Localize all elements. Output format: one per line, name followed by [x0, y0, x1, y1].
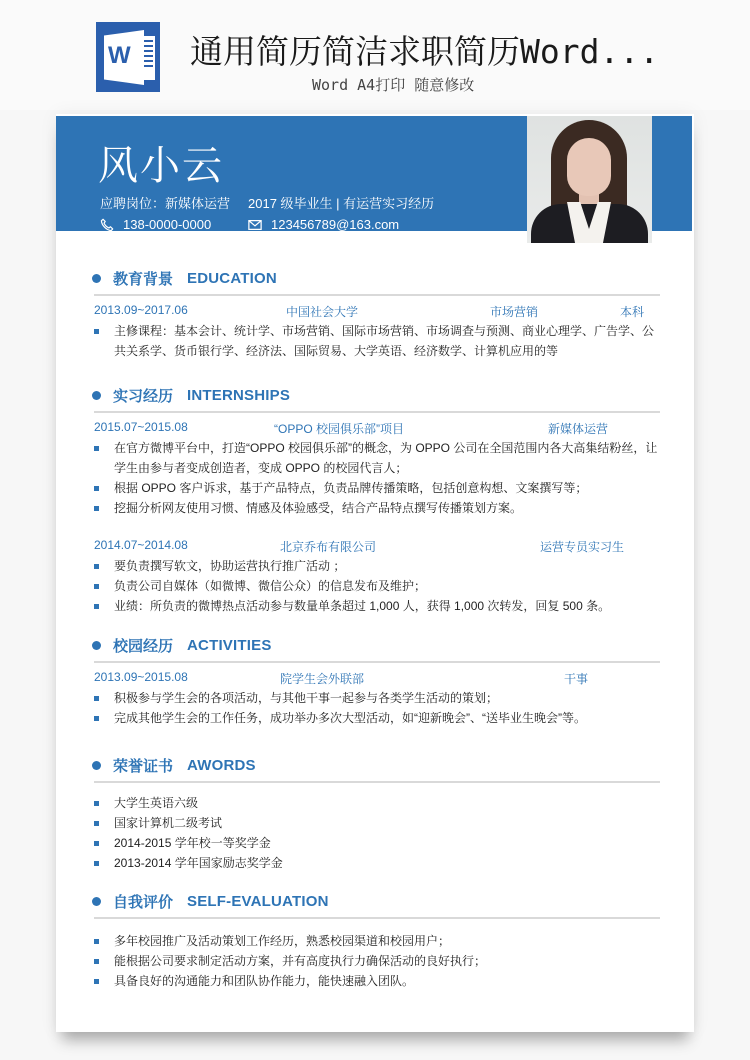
graduate-status: 2017 级毕业生 | 有运营实习经历: [248, 196, 435, 211]
list-item: 能根据公司要求制定活动方案，并有高度执行力确保活动的良好执行；: [92, 951, 660, 971]
entry-role: 运营专员实习生: [540, 540, 625, 554]
entry-meta: [92, 668, 660, 688]
entry-degree: 本科: [620, 305, 645, 319]
section-title-en: ACTIVITIES: [187, 636, 272, 654]
preview-banner: [0, 0, 750, 110]
section-title-cn: 实习经历: [113, 387, 174, 405]
section-title-cn: 教育背景: [113, 270, 174, 288]
phone-icon: [100, 218, 114, 232]
section-title-en: AWORDS: [187, 756, 256, 774]
list-item: 具备良好的沟通能力和团队协作能力，能快速融入团队。: [92, 971, 660, 991]
word-doc-icon: [96, 22, 160, 92]
applied-position: 应聘岗位：新媒体运营: [100, 196, 231, 211]
section-title-en: SELF-EVALUATION: [187, 892, 329, 910]
entry-meta: [92, 301, 660, 321]
list-item: 大学生英语六级: [92, 793, 660, 813]
entry-date: 2015.07~2015.08: [94, 420, 188, 434]
candidate-name: 风小云: [98, 143, 224, 189]
list-item: 在官方微博平台中，打造“OPPO 校园俱乐部”的概念，为 OPPO 公司在全国范围内各大高集结粉丝，让学生由参与者变成创造者，变成 OPPO 的校园代言人；: [92, 438, 660, 478]
document-title: 通用简历简洁求职简历Word...: [190, 32, 660, 71]
email-address: 123456789@163.com: [271, 217, 400, 232]
awards-list: [92, 793, 660, 873]
bullet-dot-icon: [92, 641, 101, 650]
entry-major: 市场营销: [490, 305, 539, 319]
entry-role: 新媒体运营: [548, 422, 609, 436]
phone-number: 138-0000-0000: [123, 217, 212, 232]
list-item: 业绩：所负责的微博热点活动参与数量单条超过 1,000 人，获得 1,000 次转发，回复 500 条。: [92, 596, 660, 616]
list-item: 2014-2015 学年校一等奖学金: [92, 833, 660, 853]
section-title-cn: 荣誉证书: [113, 757, 174, 775]
entry-org: “OPPO 校园俱乐部”项目: [274, 422, 405, 436]
section-education: [92, 266, 660, 361]
document-subtitle: Word A4打印 随意修改: [312, 76, 475, 94]
email-contact: [248, 217, 399, 232]
section-heading: [92, 266, 660, 290]
section-title-cn: 校园经历: [113, 637, 174, 655]
entry-meta: [92, 418, 660, 438]
phone-contact: [100, 217, 211, 232]
list-item: 2013-2014 学年国家励志奖学金: [92, 853, 660, 873]
entry-role: 干事: [564, 672, 589, 686]
entry-meta: [92, 536, 660, 556]
section-heading: [92, 889, 660, 913]
bullet-dot-icon: [92, 761, 101, 770]
list-item: 国家计算机二级考试: [92, 813, 660, 833]
section-divider: [94, 294, 660, 296]
entry-bullets: [92, 321, 660, 361]
entry-school: 中国社会大学: [286, 305, 359, 319]
self-evaluation-list: [92, 931, 660, 991]
list-item: 完成其他学生会的工作任务，成功举办多次大型活动，如“迎新晚会”、“送毕业生晚会”等。: [92, 708, 660, 728]
entry-date: 2013.09~2017.06: [94, 303, 188, 317]
section-heading: [92, 633, 660, 657]
resume-page: [56, 114, 694, 1032]
section-divider: [94, 917, 660, 919]
entry-org: 院学生会外联部: [280, 672, 365, 686]
list-item: 根据 OPPO 客户诉求，基于产品特点，负责品牌传播策略，包括创意构想、文案撰写等；: [92, 478, 660, 498]
section-title-en: INTERNSHIPS: [187, 386, 291, 404]
list-item: 积极参与学生会的各项活动，与其他干事一起参与各类学生活动的策划；: [92, 688, 660, 708]
list-item: 多年校园推广及活动策划工作经历，熟悉校园渠道和校园用户；: [92, 931, 660, 951]
section-divider: [94, 781, 660, 783]
entry-date: 2013.09~2015.08: [94, 670, 188, 684]
section-divider: [94, 661, 660, 663]
section-title-cn: 自我评价: [113, 893, 174, 911]
entry-org: 北京乔布有限公司: [280, 540, 377, 554]
entry-date: 2014.07~2014.08: [94, 538, 188, 552]
bullet-dot-icon: [92, 391, 101, 400]
list-item: 要负责撰写软文，协助运营执行推广活动 ；: [92, 556, 660, 576]
bullet-dot-icon: [92, 897, 101, 906]
entry-bullets: [92, 688, 660, 728]
section-internships: [92, 383, 660, 616]
list-item: 负责公司自媒体（如微博、微信公众）的信息发布及维护；: [92, 576, 660, 596]
section-heading: [92, 383, 660, 407]
entry-bullets: [92, 556, 660, 616]
profile-photo: [527, 116, 652, 243]
bullet-dot-icon: [92, 274, 101, 283]
word-letter: W: [108, 42, 131, 69]
entry-bullets: [92, 438, 660, 518]
section-activities: [92, 633, 660, 728]
list-item: 挖掘分析网友使用习惯、情感及体验感受，结合产品特点撰写传播策划方案。: [92, 498, 660, 518]
mail-icon: [248, 219, 262, 231]
list-item: 主修课程：基本会计、统计学、市场营销、国际市场营销、市场调查与预测、商业心理学、广告学、公共关系学、货币银行学、经济法、国际贸易、大学英语、经济数学、计算机应用的等: [92, 321, 660, 361]
section-heading: [92, 753, 660, 777]
section-title-en: EDUCATION: [187, 269, 277, 287]
section-divider: [94, 411, 660, 413]
section-self-evaluation: [92, 889, 660, 991]
section-awards: [92, 753, 660, 873]
